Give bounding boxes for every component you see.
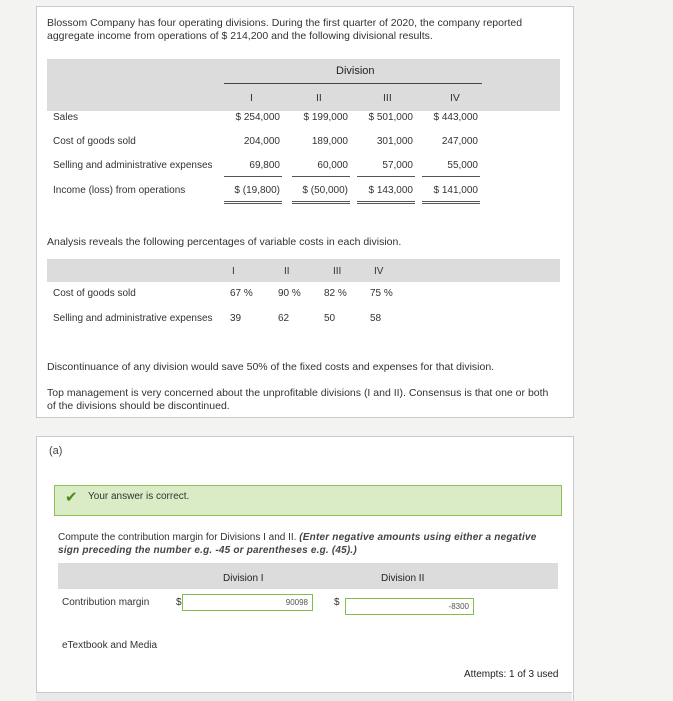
cm-division-i-input[interactable] — [182, 594, 313, 611]
pct-sga-i: 39 — [230, 313, 242, 324]
division-table-header — [47, 59, 560, 111]
sga-ii: 60,000 — [317, 160, 348, 171]
pct-sga-iii: 50 — [324, 313, 336, 324]
cogs-iv: 247,000 — [441, 136, 478, 147]
income-i: $ (19,800) — [234, 185, 280, 196]
row-label-sga: Selling and administrative expenses — [53, 160, 213, 171]
pct-sga-ii: 62 — [278, 313, 290, 324]
row-label-cogs: Cost of goods sold — [53, 136, 136, 147]
pct-col-iii: III — [333, 266, 342, 277]
income-ii: $ (50,000) — [302, 185, 348, 196]
pct-table-header — [47, 259, 560, 282]
part-a-label: (a) — [49, 445, 63, 457]
cogs-ii: 189,000 — [311, 136, 348, 147]
total-rule-iii — [357, 201, 415, 204]
sales-i: $ 254,000 — [235, 112, 280, 123]
division-col-i: I — [250, 92, 253, 104]
pct-label-sga: Selling and administrative expenses — [53, 313, 213, 324]
pct-col-ii: II — [284, 266, 290, 277]
pct-cogs-ii: 90 % — [278, 288, 301, 299]
cm-col-division-i: Division I — [223, 573, 264, 584]
pct-cogs-i: 67 % — [230, 288, 253, 299]
sga-iii: 57,000 — [382, 160, 413, 171]
total-rule-i — [224, 201, 282, 204]
total-rule-ii — [292, 201, 350, 204]
income-iv: $ 141,000 — [433, 185, 478, 196]
sales-iii: $ 501,000 — [368, 112, 413, 123]
attempts-text: Attempts: 1 of 3 used — [464, 669, 559, 680]
check-icon: ✔ — [65, 489, 78, 506]
pct-col-i: I — [232, 266, 235, 277]
row-label-sales: Sales — [53, 112, 79, 123]
subtotal-rule-iii — [357, 176, 415, 177]
discontinuance-text: Discontinuance of any division would save 50% of the fixed costs and expenses for that division. — [47, 361, 495, 373]
division-col-iii: III — [383, 92, 392, 104]
subtotal-rule-ii — [292, 176, 350, 177]
question-main: Compute the contribution margin for Divisions I and II. — [58, 532, 297, 543]
pct-col-iv: IV — [374, 266, 384, 277]
subtotal-rule-i — [224, 176, 282, 177]
income-iii: $ 143,000 — [368, 185, 413, 196]
cm-row-label: Contribution margin — [62, 597, 150, 608]
feedback-text: Your answer is correct. — [88, 491, 190, 502]
division-col-iv: IV — [450, 92, 460, 104]
cogs-i: 204,000 — [243, 136, 280, 147]
pct-cogs-iv: 75 % — [370, 288, 393, 299]
cogs-iii: 301,000 — [376, 136, 413, 147]
pct-cogs-iii: 82 % — [324, 288, 347, 299]
sales-iv: $ 443,000 — [433, 112, 478, 123]
sales-ii: $ 199,000 — [303, 112, 348, 123]
intro-text: Blossom Company has four operating divisions. During the first quarter of 2020, the company reported aggregate income from operations of $ 214,200 and the following divisional results. — [47, 17, 523, 42]
pct-sga-iv: 58 — [370, 313, 382, 324]
division-col-ii: II — [316, 92, 322, 104]
analysis-text: Analysis reveals the following percentages of variable costs in each division. — [47, 236, 402, 248]
total-rule-iv — [422, 201, 480, 204]
question-note: (Enter negative amounts using either a negative sign preceding the number e.g. -45 or parentheses e.g. (45).) — [58, 532, 537, 556]
currency-ii: $ — [334, 597, 340, 608]
cm-table-header — [58, 563, 558, 589]
subtotal-rule-iv — [422, 176, 480, 177]
question-text — [58, 531, 558, 557]
etextbook-link[interactable]: eTextbook and Media — [62, 640, 158, 651]
row-label-income: Income (loss) from operations — [53, 185, 186, 196]
cm-col-division-ii: Division II — [381, 573, 425, 584]
pct-label-cogs: Cost of goods sold — [53, 288, 136, 299]
sga-i: 69,800 — [249, 160, 280, 171]
cm-division-ii-input[interactable] — [345, 598, 474, 615]
management-text: Top management is very concerned about the unprofitable divisions (I and II). Consensus is that one or both of the divisions should be discontinued. — [47, 387, 549, 412]
currency-i: $ — [176, 597, 182, 608]
division-title: Division — [336, 65, 375, 77]
division-title-rule — [224, 83, 482, 84]
sga-iv: 55,000 — [447, 160, 478, 171]
